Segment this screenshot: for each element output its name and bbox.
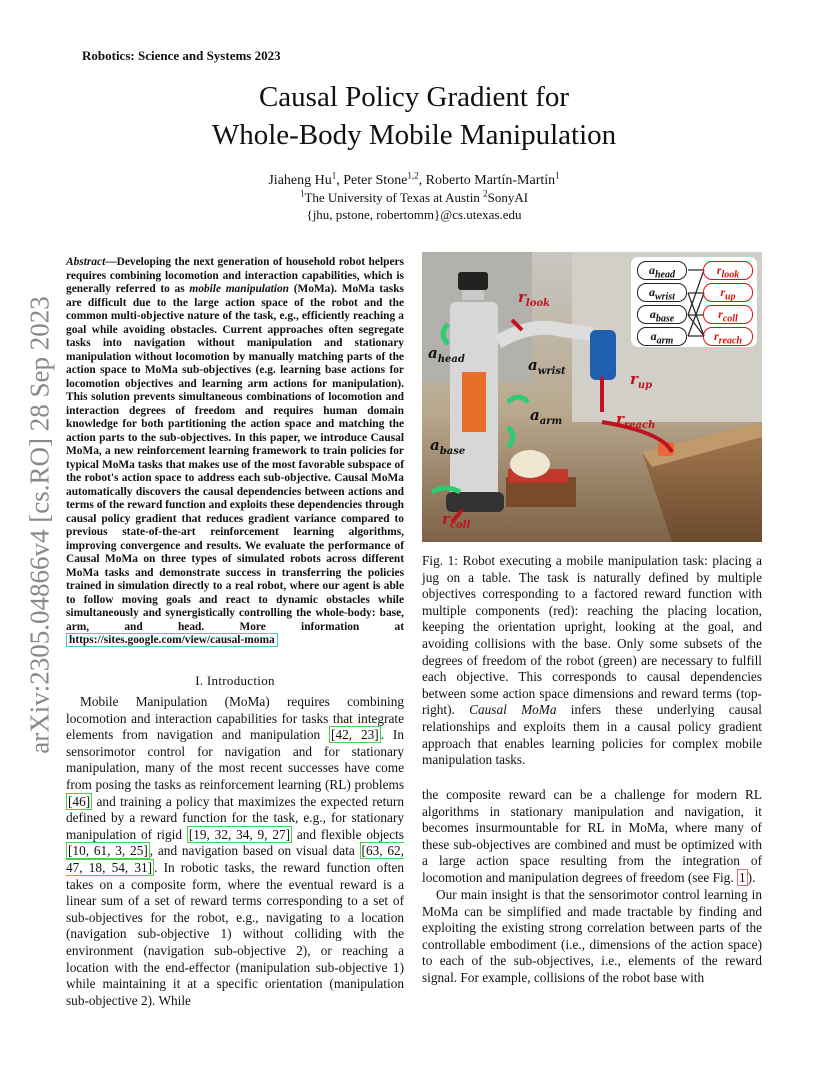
citation-link[interactable]: [19, 32, 34, 9, 27] [188, 826, 291, 842]
legend-symbol: a [648, 285, 655, 299]
legend-symbol: a [649, 263, 655, 277]
label-subscript: arm [539, 416, 563, 427]
legend-a-wrist [637, 283, 687, 302]
col2-paragraph-insight: Our main insight is that the sensorimotor control learning in MoMa can be simplified and made tractable by finding and exploiting the existing strong correlation between parts of the controllable embodiment (i.e., dimensions of the action space) to each of the sub-objectives, i.e., elements of the reward signal. For example, collisions of the robot base with [422, 887, 762, 985]
label-symbol: a [428, 344, 438, 362]
paper-title-line2: Whole-Body Mobile Manipulation [211, 119, 617, 151]
col2-paragraph-continued [422, 787, 762, 887]
venue-label: Robotics: Science and Systems 2023 [82, 48, 281, 63]
affiliations [0, 190, 828, 206]
label-a-base [430, 436, 465, 457]
figure-1-caption [422, 553, 762, 769]
paper-title-line1: Causal Policy Gradient for [258, 81, 570, 113]
body-text: and flexible objects [292, 826, 404, 842]
author-name: Jiaheng Hu [268, 173, 332, 188]
legend-r-up [703, 283, 753, 302]
legend-subscript: reach [718, 335, 742, 347]
legend-symbol: a [650, 329, 657, 343]
author-name: Peter Stone [343, 173, 408, 188]
caption-text: infers these underlying causal relationships and exploits them in a causal policy gradient approach that enables learning policies for complex mobile manipulation tasks. [422, 702, 762, 768]
abstract [66, 256, 404, 648]
legend-symbol: r [720, 285, 726, 299]
abstract-emphasis: mobile manipulation [189, 283, 289, 295]
author-sup: 1 [331, 170, 337, 181]
legend-symbol: r [713, 329, 719, 343]
label-subscript: look [525, 298, 550, 309]
label-symbol: r [442, 510, 450, 528]
label-r-coll [442, 510, 470, 531]
label-symbol: r [518, 288, 526, 306]
arxiv-stamp-text: arXiv:2305.04866v4 [cs.RO] 28 Sep 2023 [24, 296, 55, 754]
label-symbol: a [528, 356, 538, 374]
legend-a-head [637, 261, 687, 280]
label-subscript: wrist [537, 366, 566, 377]
abstract-label: Abstract [66, 256, 106, 268]
legend-symbol: r [718, 307, 723, 321]
label-subscript: coll [449, 520, 471, 531]
author-name: Roberto Martín-Martín [425, 173, 556, 188]
label-symbol: r [630, 370, 638, 388]
abstract-text: —Developing the next generation of household robot helpers requires combining locomotion and interaction capabilities, which is generally referred to as [66, 256, 404, 295]
label-subscript: up [637, 380, 653, 391]
label-subscript: base [439, 446, 466, 457]
label-a-head [428, 344, 465, 365]
legend-symbol: a [649, 307, 656, 321]
citation-link[interactable]: [42, 23] [331, 727, 379, 743]
label-symbol: a [430, 436, 440, 454]
abstract-text: (MoMa). MoMa tasks are difficult due to the large action space of the robot and the common multi-objective nature of the task, e.g., efficiently reaching a goal while avoiding obstacles. Current approaches often segregate tasks into navigation without manipulation and stationary manipulation without locomotion by manually matching parts of the action space to MoMa sub-objectives (e.g. learning base actions for locomotion objectives and learning arm actions for manipulation). This solution prevents simultaneous combinations of locomotion and interaction degrees of freedom and requires human domain knowledge for both partitioning the action space and matching the action parts to the sub-objectives. In this paper, we introduce Causal MoMa, a new reinforcement learning framework to train policies for typical MoMa tasks that makes use of the most favorable subspace of the robot's action space to address each sub-objective. Causal MoMa automatically discovers the causal dependencies between actions and terms of the reward function and exploits these dependencies through causal policy gradient that reduces gradient variance compared to previous state-of-the-art reinforcement learning algorithms, improving convergence and results. We evaluate the performance of Causal MoMa on three types of simulated robots across different MoMa tasks and demonstrate success in transferring the policies trained in simulation directly to a real robot, where our agent is able to follow moving goals and react to dynamic obstacles while simultaneously and synergistically controlling the whole-body: base, arm, and head. More information at [66, 283, 404, 633]
citation-link[interactable]: [10, 61, 3, 25] [68, 843, 148, 859]
author-sup: 1,2 [407, 170, 419, 181]
caption-text: Robot executing a mobile manipulation task: placing a jug on a table. The task is naturally defined by multiple objectives corresponding to a factored reward function with multiple components (red): reaching the placing location, keeping the orientation upright, looking at the goal, and avoiding collisions with the base. Only some subsets of the degrees of freedom of the robot (green) are necessary to fulfill each objective. This corresponds to causal dependencies between some action space dimensions and reward terms (top-right). [422, 553, 762, 718]
body-text: and training a policy that maximizes the expected return defined by a reward function for the task, e.g., for stationary manipulation of rigid [66, 793, 404, 842]
label-symbol: r [616, 410, 624, 428]
body-text: the composite reward can be a challenge for modern RL algorithms in stationary manipulation and navigation, it becomes insurmountable for RL in MoMa, where many of these sub-objectives are combined and must be optimized with a large action space resulting from the integration of locomotion and manipulation degrees of freedom (see Fig. [422, 787, 762, 885]
causal-graph-legend [630, 256, 758, 348]
author-emails: {jhu, pstone, robertomm}@cs.utexas.edu [306, 207, 522, 222]
affiliation-2: SonyAI [487, 190, 529, 205]
label-a-arm [530, 406, 562, 427]
body-text: ). [747, 869, 756, 885]
label-r-up [630, 370, 652, 391]
affiliation-1: The University of Texas at Austin [304, 190, 484, 205]
section-heading-introduction: I. Introduction [195, 673, 275, 688]
label-r-look [518, 288, 550, 309]
legend-subscript: up [725, 291, 736, 303]
legend-subscript: coll [722, 313, 738, 325]
caption-emphasis: Causal MoMa [469, 702, 557, 718]
legend-subscript: base [655, 313, 675, 325]
legend-subscript: arm [656, 335, 674, 347]
affiliation-sup: 2 [483, 188, 488, 199]
label-subscript: reach [623, 420, 656, 431]
body-text: . In sensorimotor control for navigation and for stationary manipulation, many of the most recent successes have come from posing the tasks as reinforcement learning (RL) problems [66, 727, 404, 792]
legend-a-arm [637, 327, 687, 346]
arxiv-stamp [20, 290, 60, 760]
legend-symbol: r [716, 263, 722, 277]
legend-r-coll [703, 305, 753, 324]
author-sup: 1 [555, 170, 560, 181]
legend-a-base [637, 305, 687, 324]
body-text: . In robotic tasks, the reward function often takes on a composite form, where the eventual reward is a linear sum of a set of reward terms corresponding to a set of sub-objectives for the robot, e.g., navigating to a location (navigation sub-objective 1) without colliding with the environment (navigation sub-objective 2), or reaching a location with the end-effector (manipulation sub-objective 1) while maintaining it at a specific orientation (manipulation sub-objective 2). While [66, 859, 404, 1008]
author-list: Jiaheng Hu$^1$, Peter Stone$^{1,2}$, Roberto Martín-Martín$^1$ [268, 170, 560, 188]
legend-r-reach [703, 327, 753, 346]
citation-link[interactable]: [63, 62, 47, 18, 54, 31] [66, 843, 405, 875]
label-subscript: head [437, 354, 465, 365]
body-text: , and navigation based on visual data [149, 843, 360, 859]
figure-reference-link[interactable]: 1 [738, 869, 746, 885]
citation-link[interactable]: [46] [68, 793, 91, 809]
caption-label: Fig. 1: [422, 553, 463, 568]
legend-subscript: wrist [654, 291, 675, 303]
label-a-wrist [528, 356, 566, 377]
legend-subscript: look [721, 269, 740, 281]
label-r-reach [616, 410, 655, 431]
project-link[interactable]: https://sites.google.com/view/causal-moma [66, 633, 278, 647]
legend-r-look [703, 261, 753, 280]
label-symbol: a [530, 406, 540, 424]
legend-subscript: head [655, 269, 675, 281]
body-text: Mobile Manipulation (MoMa) requires combining locomotion and interaction capabilities for tasks that integrate elements from navigation and manipulation [66, 694, 404, 743]
affiliation-sup: 1 [299, 188, 305, 199]
intro-paragraph [66, 694, 404, 1009]
